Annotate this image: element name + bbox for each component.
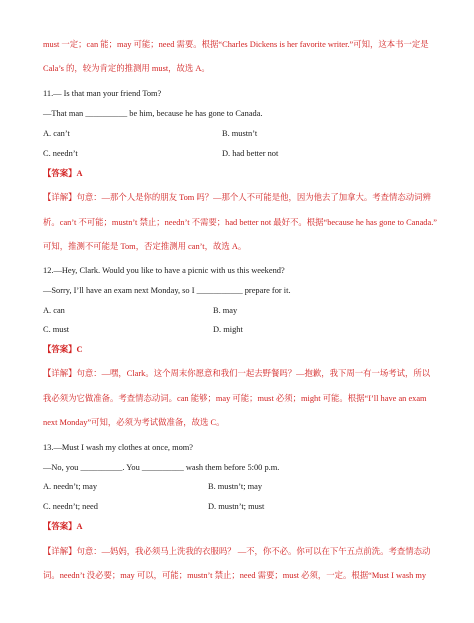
question-11-option-c: C. needn’t bbox=[43, 149, 78, 158]
question-12-explanation: 我必须为它做准备。考查情态动词。can 能够；may 可能；must 必须；might 可能。根据“I’ll have an exam bbox=[43, 394, 427, 403]
question-12-option-b: B. may bbox=[213, 306, 238, 315]
question-11-option-b: B. mustn’t bbox=[222, 129, 258, 138]
question-12-option-c: C. must bbox=[43, 325, 70, 334]
question-11-stem-2: —That man __________ be him, because he has gone to Canada. bbox=[43, 109, 263, 118]
question-13-answer: 【答案】A bbox=[43, 522, 83, 531]
question-13-explanation: 【详解】句意：—妈妈，我必须马上洗我的衣服吗？ —不，你不必。你可以在下午五点前洗。考查情态动 bbox=[43, 547, 431, 556]
question-12-option-d: D. might bbox=[213, 325, 243, 334]
question-12-explanation: 【详解】句意：—嘿，Clark。这个周末你愿意和我们一起去野餐吗？—抱歉，我下周一有一场考试，所以 bbox=[43, 369, 431, 378]
question-11-explanation: 【详解】句意：—那个人是你的朋友 Tom 吗？—那个人不可能是他，因为他去了加拿大。考查情态动词辨 bbox=[43, 193, 431, 202]
question-12-explanation: next Monday”可知，必须为考试做准备，故选 C。 bbox=[43, 418, 225, 427]
question-11-explanation: 可知，推测不可能是 Tom，否定推测用 can’t，故选 A。 bbox=[43, 242, 247, 251]
question-11-answer: 【答案】A bbox=[43, 169, 83, 178]
question-11-explanation: 析。can’t 不可能；mustn’t 禁止；needn’t 不需要；had better not 最好不。根据“because he has gone to Canada.” bbox=[43, 218, 438, 227]
question-11-option-d: D. had better not bbox=[222, 149, 279, 158]
question-12-answer: 【答案】C bbox=[43, 345, 83, 354]
question-12-option-a: A. can bbox=[43, 306, 65, 315]
question-12-stem-2: —Sorry, I’ll have an exam next Monday, so I ___________ prepare for it. bbox=[43, 286, 291, 295]
question-13-option-c: C. needn’t; need bbox=[43, 502, 98, 511]
question-11-option-a: A. can’t bbox=[43, 129, 70, 138]
question-13-option-a: A. needn’t; may bbox=[43, 482, 98, 491]
question-13-stem-2: —No, you __________. You __________ wash them before 5:00 p.m. bbox=[43, 463, 280, 472]
question-13-explanation: 词。needn’t 没必要；may 可以，可能；mustn’t 禁止；need 需要；must 必须，一定。根据“Must I wash my bbox=[43, 571, 427, 580]
explanation-line: must 一定；can 能；may 可能；need 需要。根据“Charles Dickens is her favorite writer.”可知，这本书一定是 bbox=[43, 40, 429, 49]
question-12-stem: 12.—Hey, Clark. Would you like to have a picnic with us this weekend? bbox=[43, 266, 285, 275]
question-13-option-b: B. mustn’t; may bbox=[208, 482, 263, 491]
question-11-stem: 11.— Is that man your friend Tom? bbox=[43, 89, 162, 98]
question-13-option-d: D. mustn’t; must bbox=[208, 502, 265, 511]
question-13-stem: 13.—Must I wash my clothes at once, mom? bbox=[43, 443, 194, 452]
explanation-line: Cala’s 的，较为肯定的推测用 must，故选 A。 bbox=[43, 64, 210, 73]
